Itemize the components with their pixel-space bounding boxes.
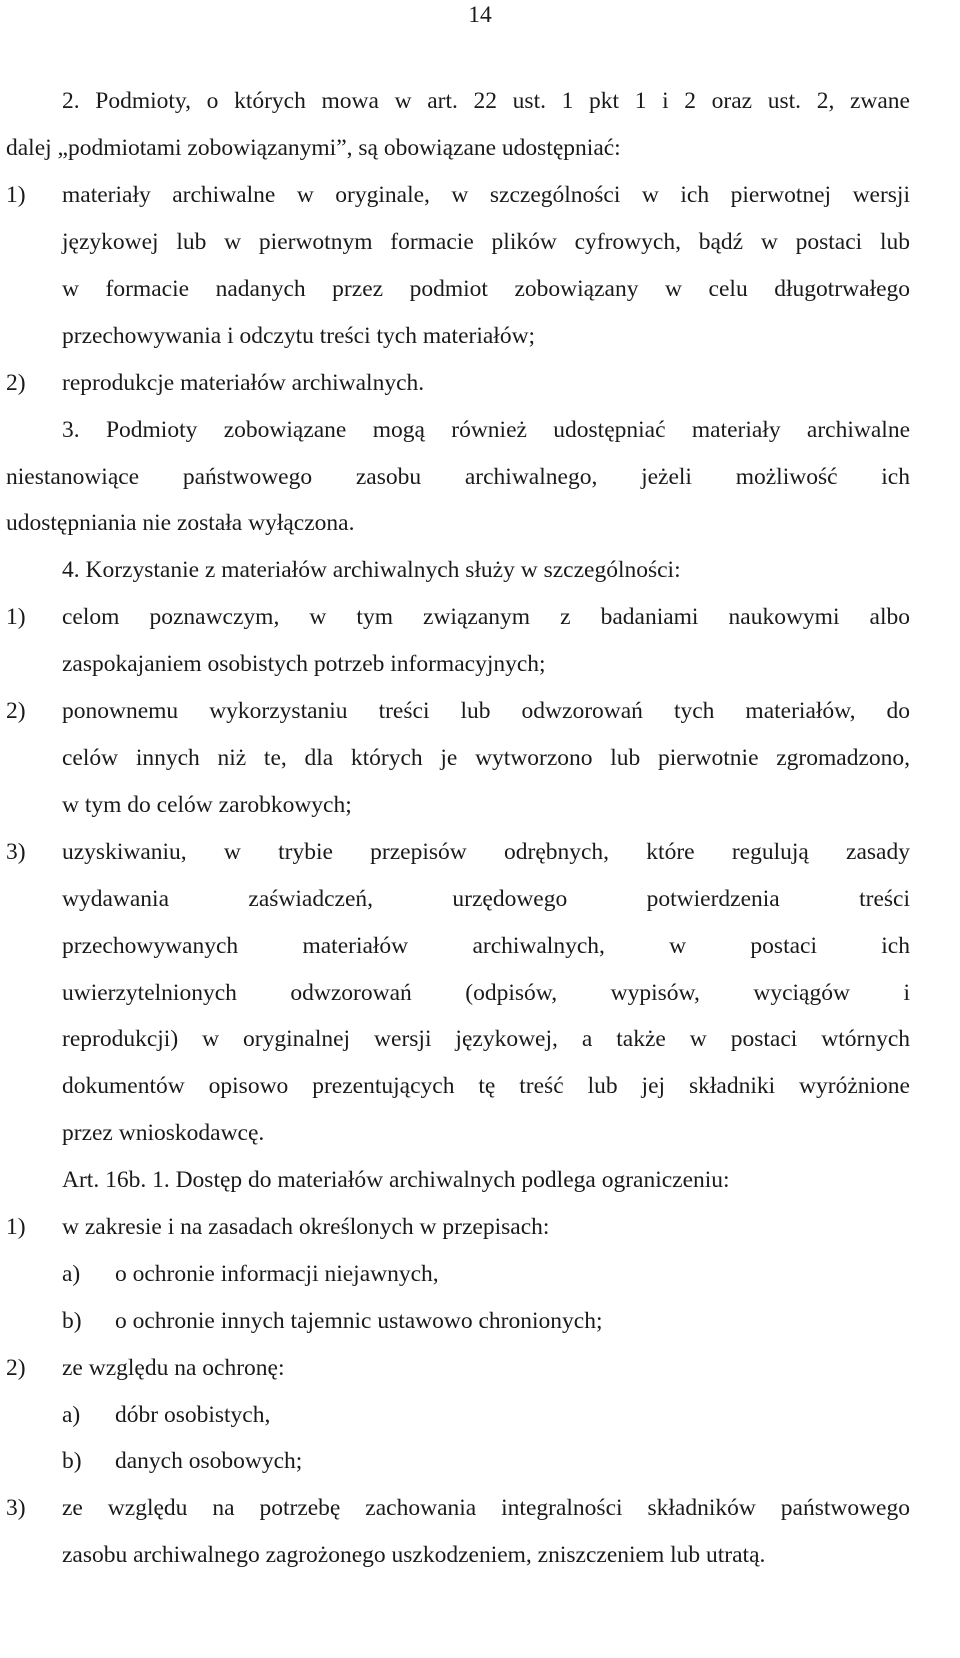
list-number: 3)	[6, 839, 26, 865]
list-item-text: reprodukcje materiałów archiwalnych.	[62, 370, 425, 396]
paragraph-3-line-1: 3. Podmioty zobowiązane mogą również udostępniać materiały archiwalne	[62, 417, 910, 443]
paragraph-4-line-1: 4. Korzystanie z materiałów archiwalnych służy w szczególności:	[62, 557, 681, 583]
page-number: 14	[468, 2, 492, 28]
paragraph-3-line-2: niestanowiące państwowego zasobu archiwalnego, jeżeli możliwość ich	[6, 464, 910, 490]
list-number: 2)	[6, 370, 26, 396]
list-item-text: zaspokajaniem osobistych potrzeb informacyjnych;	[62, 651, 546, 677]
list-item-text: w tym do celów zarobkowych;	[62, 792, 352, 818]
list-item-text: językowej lub w pierwotnym formacie plików cyfrowych, bądź w postaci lub	[62, 229, 910, 255]
list-number: 3)	[6, 1495, 26, 1521]
list-item-text: uwierzytelnionych odwzorowań (odpisów, wypisów, wyciągów i	[62, 980, 910, 1006]
sublist-letter: a)	[62, 1402, 81, 1428]
list-number: 1)	[6, 182, 26, 208]
list-item-text: ze względu na ochronę:	[62, 1355, 285, 1381]
sublist-letter: a)	[62, 1261, 81, 1287]
list-item-text: przechowywania i odczytu treści tych materiałów;	[62, 323, 536, 349]
sublist-letter: b)	[62, 1308, 82, 1334]
article-16b-heading: Art. 16b. 1. Dostęp do materiałów archiwalnych podlega ograniczeniu:	[62, 1167, 730, 1193]
list-item-text: ponownemu wykorzystaniu treści lub odwzorowań tych materiałów, do	[62, 698, 910, 724]
list-number: 1)	[6, 1214, 26, 1240]
list-item-text: materiały archiwalne w oryginale, w szczególności w ich pierwotnej wersji	[62, 182, 910, 208]
sublist-item-text: danych osobowych;	[115, 1448, 303, 1474]
list-item-text: w zakresie i na zasadach określonych w przepisach:	[62, 1214, 550, 1240]
list-item-text: zasobu archiwalnego zagrożonego uszkodzeniem, zniszczeniem lub utratą.	[62, 1542, 766, 1568]
paragraph-3-line-3: udostępniania nie została wyłączona.	[6, 510, 355, 536]
list-item-text: celom poznawczym, w tym związanym z badaniami naukowymi albo	[62, 604, 910, 630]
list-item-text: przechowywanych materiałów archiwalnych, w postaci ich	[62, 933, 910, 959]
list-item-text: dokumentów opisowo prezentujących tę treść lub jej składniki wyróżnione	[62, 1073, 910, 1099]
list-item-text: wydawania zaświadczeń, urzędowego potwierdzenia treści	[62, 886, 910, 912]
paragraph-2-line-1: 2. Podmioty, o których mowa w art. 22 ust. 1 pkt 1 i 2 oraz ust. 2, zwane	[62, 88, 910, 114]
list-number: 2)	[6, 698, 26, 724]
sublist-letter: b)	[62, 1448, 82, 1474]
sublist-item-text: o ochronie informacji niejawnych,	[115, 1261, 439, 1287]
list-item-text: celów innych niż te, dla których je wytworzono lub pierwotnie zgromadzono,	[62, 745, 910, 771]
list-item-text: uzyskiwaniu, w trybie przepisów odrębnych, które regulują zasady	[62, 839, 910, 865]
list-item-text: w formacie nadanych przez podmiot zobowiązany w celu długotrwałego	[62, 276, 910, 302]
sublist-item-text: o ochronie innych tajemnic ustawowo chronionych;	[115, 1308, 603, 1334]
list-item-text: ze względu na potrzebę zachowania integralności składników państwowego	[62, 1495, 910, 1521]
list-number: 1)	[6, 604, 26, 630]
list-item-text: reprodukcji) w oryginalnej wersji językowej, a także w postaci wtórnych	[62, 1026, 910, 1052]
list-number: 2)	[6, 1355, 26, 1381]
list-item-text: przez wnioskodawcę.	[62, 1120, 265, 1146]
sublist-item-text: dóbr osobistych,	[115, 1402, 271, 1428]
paragraph-2-line-2: dalej „podmiotami zobowiązanymi”, są obowiązane udostępniać:	[6, 135, 621, 161]
